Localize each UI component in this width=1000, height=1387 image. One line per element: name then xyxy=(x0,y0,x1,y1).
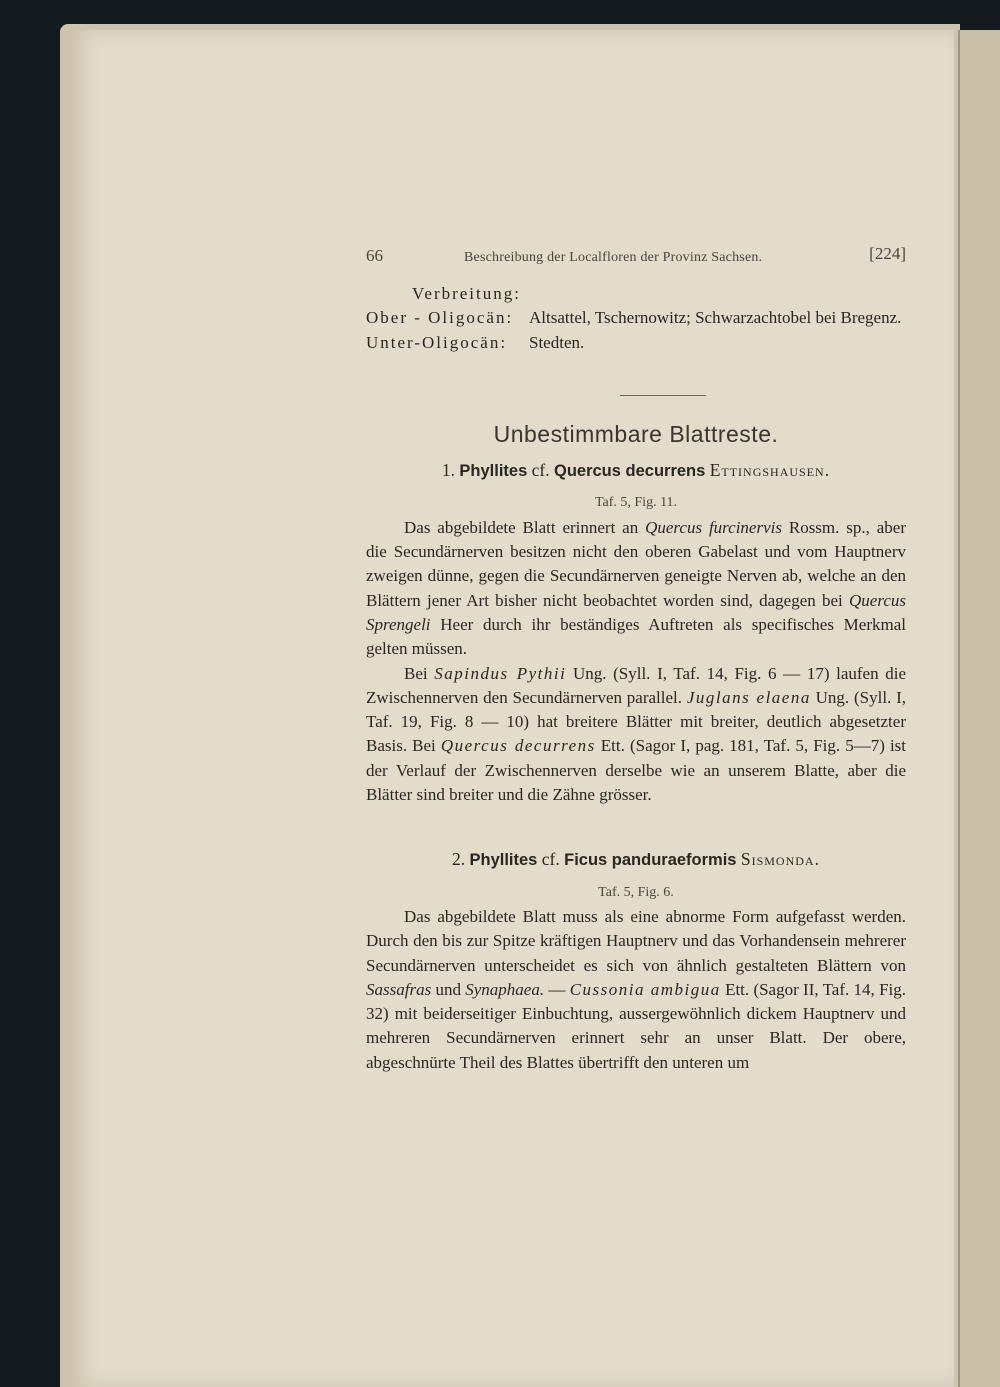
text-run: und xyxy=(431,979,466,999)
species-author: Sismonda. xyxy=(740,849,820,870)
taxon-name: Juglans elaena xyxy=(686,687,811,707)
species-cf: cf. xyxy=(531,460,550,481)
running-head xyxy=(366,240,906,266)
distribution-value: Stedten. xyxy=(529,332,585,352)
taxon-name: Quercus Sprengeli xyxy=(366,590,906,634)
text-run: Ett. (Sagor I, pag. 181, Taf. 5, Fig. 5—7) ist der Verlauf der Zwischennerven derselbe wie an unserem Blatte, aber die Blätter sind breiter und die Zähne grösser. xyxy=(366,736,907,805)
distribution-row xyxy=(366,306,906,330)
distribution-label: Ober - Oligocän: xyxy=(366,308,514,328)
paragraph xyxy=(366,905,906,1075)
species-number: 2. xyxy=(452,849,466,870)
species-genus: Phyllites xyxy=(459,462,528,481)
text-run: Bei xyxy=(404,663,435,683)
species-genus: Phyllites xyxy=(469,851,538,870)
text-run: Rossm. sp., aber die Secundärnerven besitzen nicht den oberen Gabelast und vom Hauptnerv zweigen dünne, gegen die Secundärnerven geneigte Nerven ab, welche an den Blättern jener Art bisher nicht beobachtet worden sind, dagegen bei xyxy=(366,517,907,610)
distribution-row xyxy=(366,331,906,355)
species-number: 1. xyxy=(441,460,456,481)
taxon-name: Quercus decurrens xyxy=(440,736,596,756)
running-title: Beschreibung der Localfloren der Provinz Sachsen. xyxy=(464,250,763,265)
species-name: Ficus panduraeformis xyxy=(564,851,737,870)
distribution-heading: Verbreitung: xyxy=(412,284,521,303)
distribution-value: Altsattel, Tschernowitz; Schwarzachtobel bei Bregenz. xyxy=(529,308,902,328)
section-divider xyxy=(620,395,706,396)
species-author: Ettingshausen. xyxy=(709,460,831,481)
distribution-block xyxy=(366,282,906,355)
text-run: Ung. (Syll. I, Taf. 19, Fig. 8 — 10) hat breitere Blätter mit breiter, deutlich abgesetzter Basis. Bei xyxy=(366,687,907,756)
species-heading xyxy=(366,458,906,483)
taxon-name: Cussonia ambigua xyxy=(569,979,721,999)
text-run: Ett. (Sagor II, Taf. 14, Fig. 32) mit beiderseitiger Einbuchtung, aussergewöhnlich dickem Hauptnerv und mehreren Secundärnerven erinnert sehr an unser Blatt. Der obere, abgeschnürte Theil des Blattes übertrifft den unteren um xyxy=(366,979,907,1072)
section-title: Unbestimmbare Blattreste. xyxy=(493,420,779,447)
species-cf: cf. xyxy=(541,849,560,870)
paragraph xyxy=(366,516,906,662)
plate-reference: Taf. 5, Fig. 6. xyxy=(598,884,674,900)
taxon-name: Quercus furcinervis xyxy=(645,517,782,537)
text-run: Das abgebildete Blatt muss als eine abnorme Form aufgefasst werden. Durch den bis zur Spitze kräftigen Hauptnerv und das Vorhandensein mehrerer Secundärnerven unterscheidet es sich von ähnlich gestalteten Blättern von xyxy=(366,906,906,975)
bracket-ref: [224] xyxy=(869,244,906,263)
taxon-name: Synaphaea. xyxy=(465,979,545,999)
taxon-name: Sapindus Pythii xyxy=(434,663,567,683)
book-page xyxy=(72,30,954,1387)
text-run: — xyxy=(544,979,570,999)
facing-page-edge xyxy=(958,30,1000,1387)
taxon-name: Sassafras xyxy=(366,979,432,999)
page-content xyxy=(366,240,906,1075)
species-name: Quercus decurrens xyxy=(554,462,706,481)
paragraph xyxy=(366,662,906,808)
distribution-label: Unter-Oligocän: xyxy=(366,332,508,352)
text-run: Das abgebildete Blatt erinnert an xyxy=(404,517,646,537)
text-run: Heer durch ihr beständiges Auftreten als specifisches Merkmal gelten müssen. xyxy=(366,614,906,659)
species-heading xyxy=(366,847,906,872)
plate-reference: Taf. 5, Fig. 11. xyxy=(594,495,678,511)
text-run: Ung. (Syll. I, Taf. 14, Fig. 6 — 17) laufen die Zwischennerven den Secundärnerven parallel. xyxy=(366,663,906,707)
page-number: 66 xyxy=(366,246,383,265)
